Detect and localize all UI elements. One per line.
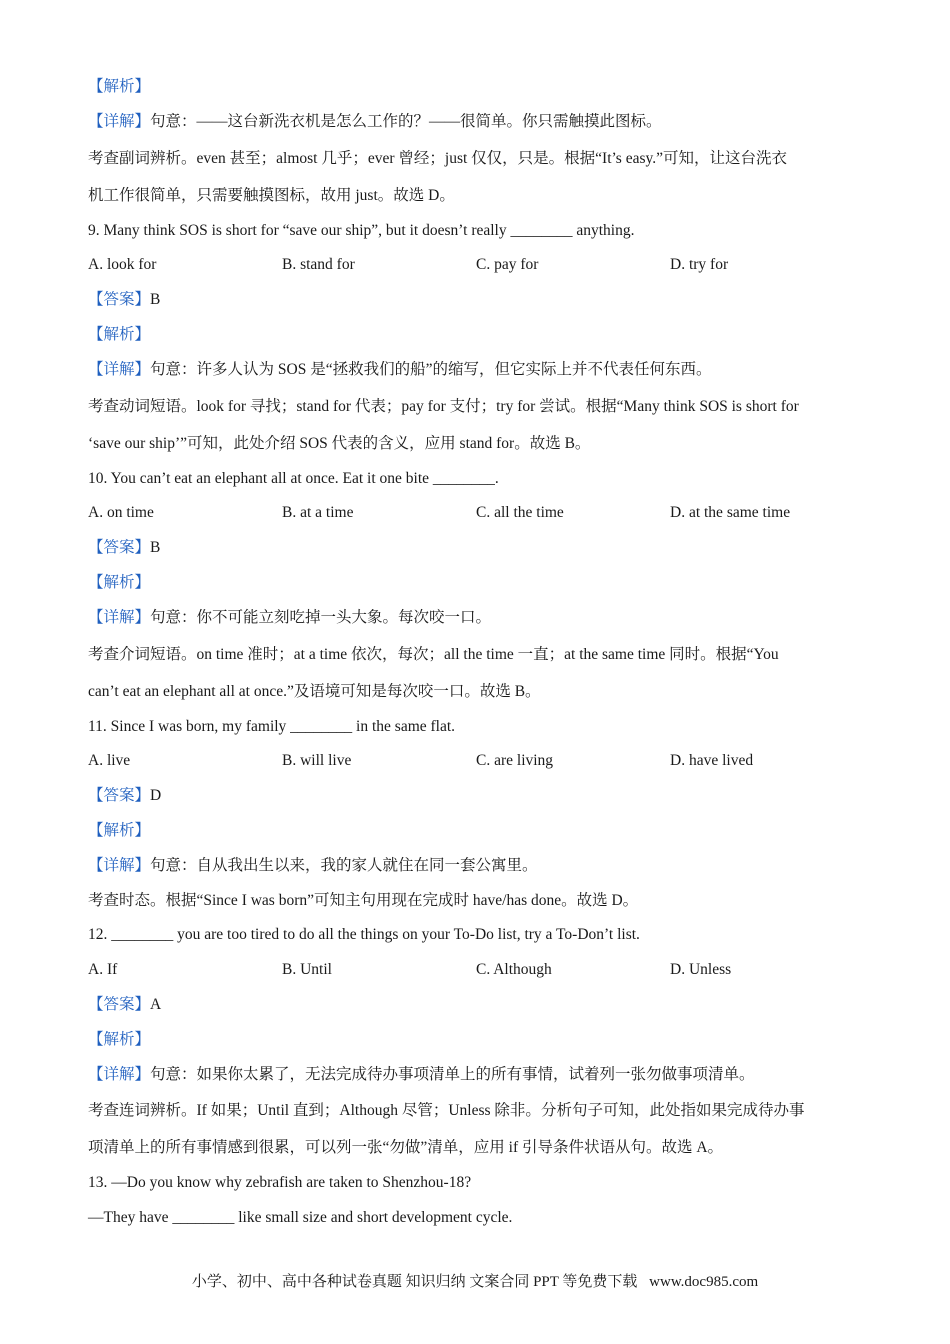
line-text: 句意：许多人认为 SOS 是“拯救我们的船”的缩写，但它实际上并不代表任何东西。 <box>150 360 712 378</box>
text-line: 考查副词辨析。even 甚至；almost 几乎；ever 曾经；just 仅仅，只是。根据“It’s easy.”可知，让这台洗衣 <box>88 149 788 167</box>
text-line: 机工作很简单，只需要触摸图标，故用 just。故选 D。 <box>88 186 455 204</box>
section-tag: 【解析】 <box>88 573 151 591</box>
option-c: C. Although <box>476 961 552 979</box>
section-tag: 【答案】 <box>88 787 151 805</box>
section-tag: 【解析】 <box>88 78 151 95</box>
text-line: 项清单上的所有事情感到很累，可以列一张“勿做”清单，应用 if 引导条件状语从句。故选 A。 <box>88 1139 724 1157</box>
text-line: 13. —Do you know why zebrafish are taken to Shenzhou-18? <box>88 1174 472 1192</box>
labeled-line <box>88 353 868 388</box>
answer-options <box>88 496 868 531</box>
option-a: A. on time <box>88 504 154 522</box>
section-tag: 【答案】 <box>88 291 151 309</box>
answer-options <box>88 953 868 988</box>
text-line: 9. Many think SOS is short for “save our ship”, but it doesn’t really ________ anything. <box>88 221 635 239</box>
text-line: 考查连词辨析。If 如果；Until 直到；Although 尽管；Unless 除非。分析句子可知，此处指如果完成待办事 <box>88 1102 805 1120</box>
option-d: D. have lived <box>670 752 754 770</box>
labeled-line <box>88 531 868 566</box>
line-text: B <box>150 291 161 309</box>
footer-text: 小学、初中、高中各种试卷真题 知识归纳 文案合同 PPT 等免费下载 <box>191 1274 638 1290</box>
labeled-line <box>88 105 868 140</box>
text-line: —They have ________ like small size and short development cycle. <box>88 1209 513 1227</box>
option-c: C. all the time <box>476 504 564 522</box>
section-tag: 【详解】 <box>88 856 151 874</box>
footer-url: www.doc985.com <box>649 1274 759 1290</box>
option-d: D. at the same time <box>670 504 791 522</box>
labeled-line <box>88 849 868 884</box>
section-tag: 【解析】 <box>88 325 151 343</box>
text-line: 考查动词短语。look for 寻找；stand for 代表；pay for 支付；try for 尝试。根据“Many think SOS is short for <box>88 397 799 415</box>
labeled-line <box>88 779 868 814</box>
section-tag: 【答案】 <box>88 995 151 1013</box>
labeled-line <box>88 1023 868 1058</box>
option-b: B. stand for <box>282 256 355 274</box>
option-b: B. at a time <box>282 504 354 522</box>
line-text: B <box>150 539 161 557</box>
option-a: A. look for <box>88 256 157 274</box>
line-text: 句意：——这台新洗衣机是怎么工作的？——很简单。你只需触摸此图标。 <box>150 112 662 130</box>
text-line: ‘save our ship’”可知，此处介绍 SOS 代表的含义，应用 stand for。故选 B。 <box>88 434 591 452</box>
section-tag: 【解析】 <box>88 1030 151 1048</box>
text-line: 12. ________ you are too tired to do all the things on your To-Do list, try a To-Don’t list. <box>88 926 640 944</box>
section-tag: 【详解】 <box>88 608 151 626</box>
line-text: D <box>150 787 162 805</box>
option-c: C. pay for <box>476 256 539 274</box>
labeled-line <box>88 566 868 601</box>
option-b: B. Until <box>282 961 332 979</box>
option-a: A. live <box>88 752 131 770</box>
answer-options <box>88 248 868 283</box>
option-d: D. Unless <box>670 961 732 979</box>
section-tag: 【详解】 <box>88 112 151 130</box>
labeled-line <box>88 814 868 849</box>
labeled-line <box>88 318 868 353</box>
option-b: B. will live <box>282 752 352 770</box>
line-text: 句意：如果你太累了，无法完成待办事项清单上的所有事情，试着列一张勿做事项清单。 <box>150 1065 755 1083</box>
page-footer <box>0 1270 950 1291</box>
document-body <box>88 70 868 1236</box>
line-text: 句意：你不可能立刻吃掉一头大象。每次咬一口。 <box>150 608 492 626</box>
labeled-line <box>88 283 868 318</box>
line-text: 句意：自从我出生以来，我的家人就住在同一套公寓里。 <box>150 856 538 874</box>
labeled-line <box>88 601 868 636</box>
labeled-line <box>88 988 868 1023</box>
section-tag: 【详解】 <box>88 360 151 378</box>
option-d: D. try for <box>670 256 729 274</box>
text-line: 10. You can’t eat an elephant all at once. Eat it one bite ________. <box>88 469 499 487</box>
option-a: A. If <box>88 961 118 979</box>
section-tag: 【答案】 <box>88 539 151 557</box>
text-line: can’t eat an elephant all at once.”及语境可知是每次咬一口。故选 B。 <box>88 682 541 700</box>
labeled-line <box>88 1058 868 1093</box>
section-tag: 【解析】 <box>88 821 151 839</box>
text-line: 11. Since I was born, my family ________ in the same flat. <box>88 717 456 735</box>
labeled-line <box>88 70 868 105</box>
answer-options <box>88 744 868 779</box>
line-text: A <box>150 995 162 1013</box>
section-tag: 【详解】 <box>88 1065 151 1083</box>
option-c: C. are living <box>476 752 554 770</box>
text-line: 考查时态。根据“Since I was born”可知主句用现在完成时 have/has done。故选 D。 <box>88 891 639 909</box>
text-line: 考查介词短语。on time 准时；at a time 依次，每次；all the time 一直；at the same time 同时。根据“You <box>88 645 779 663</box>
